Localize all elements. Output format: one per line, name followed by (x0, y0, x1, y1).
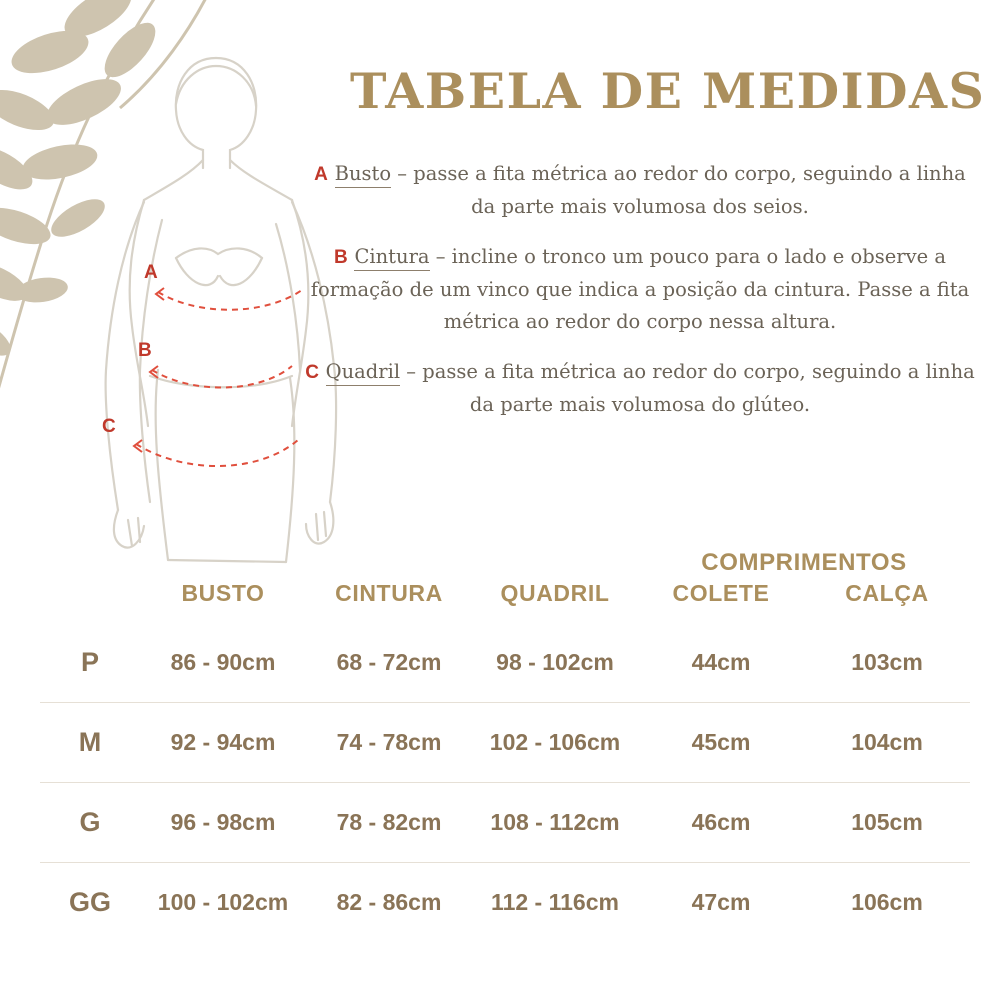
instruction-text-cintura: – incline o tronco um pouco para o lado e observe a formação de um vinco que indica a posição da cintura. Passe a fita métrica ao redor do corpo nessa altura. (310, 245, 970, 333)
cell-p-quadril: 98 - 102cm (496, 649, 614, 675)
cell-m-colete: 45cm (638, 703, 804, 783)
cell-gg-cintura: 82 - 86cm (306, 863, 472, 943)
cell-gg-colete: 47cm (638, 863, 804, 943)
table-row (40, 863, 970, 943)
cell-p-cintura: 68 - 72cm (336, 649, 442, 675)
cell-g-busto: 96 - 98cm (140, 783, 306, 863)
instruction-keyword-cintura: Cintura (354, 245, 429, 271)
column-header-busto: BUSTO (181, 580, 265, 606)
cell-m-cintura: 74 - 78cm (306, 703, 472, 783)
group-header-comprimentos: COMPRIMENTOS (701, 549, 907, 576)
cell-m-calca: 104cm (804, 703, 970, 783)
figure-label-b: B (138, 340, 152, 361)
cell-p-calca: 103cm (851, 649, 923, 675)
row-size-p: P (80, 647, 99, 677)
column-header-size (40, 579, 140, 623)
column-header-calca: CALÇA (845, 580, 929, 606)
table-row (40, 623, 970, 703)
table-header-row (40, 579, 970, 623)
instruction-quadril (300, 356, 980, 421)
instruction-letter-c: C (305, 362, 320, 383)
row-size-gg: GG (40, 863, 140, 943)
instruction-keyword-busto: Busto (335, 162, 391, 188)
cell-gg-calca: 106cm (804, 863, 970, 943)
instruction-text-quadril: – passe a fita métrica ao redor do corpo, seguindo a linha da parte mais volumosa do glúteo. (400, 360, 975, 416)
column-header-quadril: QUADRIL (500, 580, 610, 606)
cell-g-cintura: 78 - 82cm (306, 783, 472, 863)
column-header-colete: COLETE (672, 580, 770, 606)
instruction-cintura (300, 241, 980, 338)
table-row (40, 703, 970, 783)
page-title: TABELA DE MEDIDAS (350, 62, 986, 120)
cell-p-colete: 44cm (691, 649, 751, 675)
table-row (40, 783, 970, 863)
cell-p-busto: 86 - 90cm (170, 649, 276, 675)
size-table (40, 548, 970, 942)
column-header-cintura: CINTURA (335, 580, 443, 606)
instruction-text-busto: – passe a fita métrica ao redor do corpo, seguindo a linha da parte mais volumosa dos seios. (391, 162, 966, 218)
cell-gg-quadril: 112 - 116cm (472, 863, 638, 943)
cell-g-colete: 46cm (638, 783, 804, 863)
figure-label-c: C (102, 416, 116, 437)
instructions-block (300, 158, 980, 439)
cell-m-quadril: 102 - 106cm (472, 703, 638, 783)
instruction-letter-b: B (334, 247, 349, 268)
cell-m-busto: 92 - 94cm (140, 703, 306, 783)
instruction-keyword-quadril: Quadril (326, 360, 400, 386)
cell-g-quadril: 108 - 112cm (472, 783, 638, 863)
row-size-m: M (40, 703, 140, 783)
table-group-header-row (40, 548, 970, 579)
cell-gg-busto: 100 - 102cm (140, 863, 306, 943)
row-size-g: G (40, 783, 140, 863)
cell-g-calca: 105cm (804, 783, 970, 863)
instruction-busto (300, 158, 980, 223)
size-table-grid (40, 548, 970, 942)
figure-label-a: A (144, 262, 158, 283)
instruction-letter-a: A (314, 164, 329, 185)
